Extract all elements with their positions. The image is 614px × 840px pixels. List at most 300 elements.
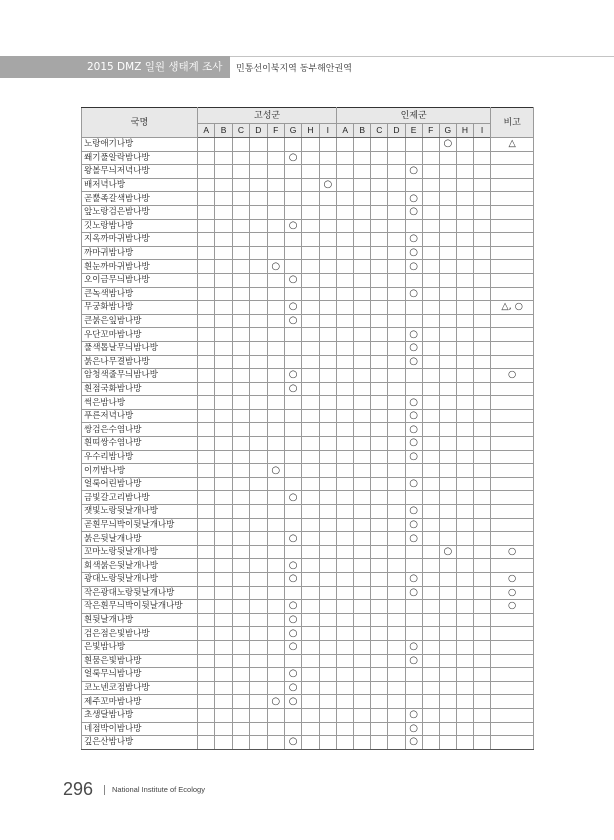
inje-site-g-cell (439, 341, 456, 355)
inje-site-i-cell (473, 246, 490, 260)
goseong-site-i-cell (319, 559, 336, 573)
inje-site-h-cell (456, 260, 473, 274)
inje-site-b-cell (354, 355, 371, 369)
species-name: 앞노랑검은밤나방 (82, 205, 198, 219)
goseong-site-h-cell (302, 505, 319, 519)
goseong-site-c-cell (232, 233, 249, 247)
inje-site-d-cell (388, 328, 405, 342)
inje-site-c-cell (371, 545, 388, 559)
inje-site-h-cell (456, 668, 473, 682)
goseong-site-g-cell: ○ (284, 736, 301, 750)
inje-site-i-cell (473, 600, 490, 614)
goseong-site-i-cell (319, 736, 336, 750)
remark-cell (491, 627, 534, 641)
remark-cell (491, 355, 534, 369)
inje-site-b-cell (354, 736, 371, 750)
inje-site-c-cell (371, 341, 388, 355)
goseong-site-i-cell (319, 246, 336, 260)
goseong-site-i-cell (319, 518, 336, 532)
inje-site-c-cell (371, 450, 388, 464)
goseong-site-a-cell (198, 369, 215, 383)
inje-site-e-cell: ○ (405, 233, 422, 247)
goseong-site-a-cell (198, 287, 215, 301)
goseong-site-d-cell (250, 314, 267, 328)
inje-site-e-cell: ○ (405, 518, 422, 532)
inje-site-b-cell (354, 559, 371, 573)
goseong-site-f-cell (267, 246, 284, 260)
inje-site-g-cell (439, 369, 456, 383)
inje-site-d-cell (388, 586, 405, 600)
inje-site-i-cell (473, 668, 490, 682)
inje-site-c-cell (371, 423, 388, 437)
section-title: 민통선이북지역 동부해안권역 (236, 64, 352, 74)
inje-site-a-cell (337, 532, 354, 546)
inje-site-b-cell (354, 382, 371, 396)
species-name: 무궁화밤나방 (82, 301, 198, 315)
goseong-site-a-cell (198, 600, 215, 614)
goseong-site-c-cell (232, 600, 249, 614)
remark-cell (491, 396, 534, 410)
goseong-site-b-cell (215, 708, 232, 722)
goseong-site-a-cell (198, 314, 215, 328)
goseong-site-d-cell (250, 260, 267, 274)
goseong-site-d-cell (250, 178, 267, 192)
inje-site-d-cell (388, 260, 405, 274)
inje-site-header-i: I (473, 124, 490, 138)
inje-site-g-cell (439, 477, 456, 491)
report-title: 2015 DMZ 일원 생태계 조사 (87, 61, 223, 73)
inje-site-a-cell (337, 518, 354, 532)
inje-site-header-a: A (337, 124, 354, 138)
goseong-site-h-cell (302, 138, 319, 152)
inje-site-a-cell (337, 382, 354, 396)
inje-site-d-cell (388, 450, 405, 464)
table-row (82, 450, 534, 464)
inje-site-e-cell: ○ (405, 708, 422, 722)
goseong-site-c-cell (232, 464, 249, 478)
goseong-site-i-cell (319, 328, 336, 342)
goseong-site-d-cell (250, 668, 267, 682)
goseong-site-f-cell (267, 233, 284, 247)
inje-site-f-cell (422, 341, 439, 355)
inje-site-f-cell (422, 559, 439, 573)
goseong-site-g-cell: ○ (284, 219, 301, 233)
goseong-site-i-cell (319, 695, 336, 709)
inje-site-f-cell (422, 205, 439, 219)
table-row (82, 464, 534, 478)
table-row (82, 273, 534, 287)
inje-site-b-cell (354, 423, 371, 437)
goseong-site-d-cell (250, 287, 267, 301)
goseong-site-f-cell (267, 314, 284, 328)
inje-site-e-cell (405, 219, 422, 233)
inje-site-d-cell (388, 722, 405, 736)
inje-site-a-cell (337, 559, 354, 573)
goseong-site-b-cell (215, 518, 232, 532)
inje-site-d-cell (388, 491, 405, 505)
inje-site-a-cell (337, 491, 354, 505)
inje-site-c-cell (371, 178, 388, 192)
table-row (82, 165, 534, 179)
inje-site-f-cell (422, 532, 439, 546)
inje-site-d-cell (388, 545, 405, 559)
inje-site-g-cell (439, 233, 456, 247)
inje-site-g-cell (439, 708, 456, 722)
goseong-site-h-cell (302, 627, 319, 641)
table-row (82, 586, 534, 600)
inje-site-c-cell (371, 518, 388, 532)
goseong-site-g-cell (284, 178, 301, 192)
goseong-site-c-cell (232, 178, 249, 192)
table-row (82, 355, 534, 369)
inje-site-d-cell (388, 409, 405, 423)
inje-site-i-cell (473, 640, 490, 654)
inje-site-f-cell (422, 138, 439, 152)
inje-site-c-cell (371, 165, 388, 179)
goseong-site-f-cell (267, 369, 284, 383)
inje-site-f-cell (422, 681, 439, 695)
goseong-site-g-cell (284, 138, 301, 152)
inje-site-c-cell (371, 491, 388, 505)
table-row (82, 219, 534, 233)
footer-divider (104, 785, 105, 795)
inje-site-c-cell (371, 505, 388, 519)
goseong-site-i-cell (319, 532, 336, 546)
table-row (82, 314, 534, 328)
inje-site-d-cell (388, 668, 405, 682)
inje-site-i-cell (473, 627, 490, 641)
inje-site-e-cell: ○ (405, 341, 422, 355)
inje-site-b-cell (354, 586, 371, 600)
species-occurrence-table (81, 107, 534, 750)
goseong-site-h-cell (302, 545, 319, 559)
inje-site-f-cell (422, 464, 439, 478)
species-name: 금빛갈고리밤나방 (82, 491, 198, 505)
goseong-site-f-cell (267, 301, 284, 315)
goseong-site-h-cell (302, 532, 319, 546)
inje-site-h-cell (456, 600, 473, 614)
inje-site-c-cell (371, 151, 388, 165)
inje-site-a-cell (337, 423, 354, 437)
goseong-site-b-cell (215, 545, 232, 559)
inje-site-h-cell (456, 138, 473, 152)
inje-site-d-cell (388, 627, 405, 641)
inje-site-f-cell (422, 586, 439, 600)
goseong-site-g-cell (284, 409, 301, 423)
table-row (82, 301, 534, 315)
inje-site-b-cell (354, 151, 371, 165)
goseong-site-c-cell (232, 301, 249, 315)
goseong-site-a-cell (198, 532, 215, 546)
remark-cell (491, 246, 534, 260)
inje-site-i-cell (473, 178, 490, 192)
goseong-site-f-cell (267, 178, 284, 192)
goseong-site-f-cell (267, 165, 284, 179)
inje-site-e-cell (405, 695, 422, 709)
inje-site-b-cell (354, 205, 371, 219)
inje-site-b-cell (354, 654, 371, 668)
inje-site-h-cell (456, 722, 473, 736)
table-row (82, 382, 534, 396)
inje-site-b-cell (354, 573, 371, 587)
inje-site-i-cell (473, 287, 490, 301)
inje-site-b-cell (354, 464, 371, 478)
remark-cell (491, 559, 534, 573)
goseong-site-d-cell (250, 192, 267, 206)
remark-cell (491, 613, 534, 627)
goseong-site-c-cell (232, 437, 249, 451)
inje-site-i-cell (473, 532, 490, 546)
goseong-site-h-cell (302, 192, 319, 206)
inje-site-g-cell (439, 192, 456, 206)
remark-cell (491, 464, 534, 478)
goseong-site-f-cell: ○ (267, 464, 284, 478)
remark-cell (491, 219, 534, 233)
goseong-site-c-cell (232, 355, 249, 369)
goseong-site-b-cell (215, 573, 232, 587)
inje-site-e-cell: ○ (405, 736, 422, 750)
goseong-site-d-cell (250, 219, 267, 233)
inje-site-h-cell (456, 437, 473, 451)
inje-site-d-cell (388, 138, 405, 152)
goseong-site-c-cell (232, 287, 249, 301)
inje-site-c-cell (371, 396, 388, 410)
inje-site-c-cell (371, 260, 388, 274)
goseong-site-g-cell: ○ (284, 681, 301, 695)
inje-site-f-cell (422, 192, 439, 206)
goseong-site-a-cell (198, 640, 215, 654)
goseong-site-c-cell (232, 681, 249, 695)
goseong-site-g-cell: ○ (284, 301, 301, 315)
goseong-site-c-cell (232, 736, 249, 750)
goseong-site-b-cell (215, 301, 232, 315)
goseong-site-f-cell (267, 477, 284, 491)
goseong-site-a-cell (198, 219, 215, 233)
inje-site-b-cell (354, 437, 371, 451)
inje-site-d-cell (388, 695, 405, 709)
inje-site-h-cell (456, 586, 473, 600)
goseong-site-a-cell (198, 681, 215, 695)
goseong-site-g-cell (284, 518, 301, 532)
table-row (82, 178, 534, 192)
goseong-site-i-cell (319, 681, 336, 695)
goseong-site-b-cell (215, 409, 232, 423)
inje-site-f-cell (422, 613, 439, 627)
remark-cell: ○ (491, 600, 534, 614)
inje-site-d-cell (388, 613, 405, 627)
inje-site-i-cell (473, 613, 490, 627)
species-name: 잿빛노랑뒷날개나방 (82, 505, 198, 519)
goseong-site-a-cell (198, 668, 215, 682)
species-name: 붉은나무결밤나방 (82, 355, 198, 369)
goseong-site-g-cell (284, 396, 301, 410)
goseong-site-f-cell (267, 708, 284, 722)
goseong-site-c-cell (232, 477, 249, 491)
inje-site-d-cell (388, 246, 405, 260)
species-name: 네점박이밤나방 (82, 722, 198, 736)
inje-site-b-cell (354, 627, 371, 641)
inje-site-h-cell (456, 695, 473, 709)
inje-site-a-cell (337, 627, 354, 641)
goseong-site-d-cell (250, 246, 267, 260)
table-row (82, 246, 534, 260)
species-name: 지옥까마귀밤나방 (82, 233, 198, 247)
goseong-site-d-cell (250, 151, 267, 165)
inje-site-i-cell (473, 382, 490, 396)
species-name: 흰눈까마귀밤나방 (82, 260, 198, 274)
inje-site-d-cell (388, 314, 405, 328)
inje-site-h-cell (456, 708, 473, 722)
goseong-site-f-cell (267, 613, 284, 627)
goseong-site-i-cell (319, 314, 336, 328)
inje-site-a-cell (337, 681, 354, 695)
goseong-site-f-cell (267, 518, 284, 532)
inje-site-e-cell: ○ (405, 654, 422, 668)
goseong-site-b-cell (215, 287, 232, 301)
inje-site-i-cell (473, 301, 490, 315)
goseong-site-f-cell (267, 192, 284, 206)
goseong-site-header-b: B (215, 124, 232, 138)
goseong-site-a-cell (198, 205, 215, 219)
goseong-site-header-f: F (267, 124, 284, 138)
inje-site-c-cell (371, 736, 388, 750)
inje-site-c-cell (371, 586, 388, 600)
remark-cell (491, 192, 534, 206)
goseong-site-a-cell (198, 138, 215, 152)
inje-site-d-cell (388, 205, 405, 219)
goseong-site-f-cell (267, 532, 284, 546)
inje-site-a-cell (337, 205, 354, 219)
inje-site-g-cell (439, 165, 456, 179)
goseong-site-a-cell (198, 654, 215, 668)
goseong-site-c-cell (232, 165, 249, 179)
goseong-site-f-cell (267, 287, 284, 301)
goseong-site-a-cell (198, 545, 215, 559)
goseong-site-d-cell (250, 477, 267, 491)
inje-site-a-cell (337, 505, 354, 519)
goseong-site-c-cell (232, 260, 249, 274)
goseong-site-f-cell (267, 423, 284, 437)
inje-site-d-cell (388, 573, 405, 587)
inje-site-a-cell (337, 668, 354, 682)
inje-site-g-cell (439, 586, 456, 600)
goseong-site-b-cell (215, 260, 232, 274)
goseong-site-c-cell (232, 722, 249, 736)
goseong-site-c-cell (232, 708, 249, 722)
goseong-site-a-cell (198, 165, 215, 179)
inje-site-d-cell (388, 233, 405, 247)
goseong-site-d-cell (250, 722, 267, 736)
inje-site-h-cell (456, 273, 473, 287)
inje-site-d-cell (388, 423, 405, 437)
inje-site-g-cell (439, 736, 456, 750)
inje-site-h-cell (456, 450, 473, 464)
header-rule (230, 56, 614, 57)
column-header-species-name: 국명 (82, 108, 198, 138)
goseong-site-b-cell (215, 681, 232, 695)
goseong-site-i-cell (319, 233, 336, 247)
goseong-site-a-cell (198, 409, 215, 423)
species-name: 흰뒷날개나방 (82, 613, 198, 627)
goseong-site-d-cell (250, 273, 267, 287)
remark-cell (491, 736, 534, 750)
inje-site-e-cell (405, 151, 422, 165)
goseong-site-c-cell (232, 505, 249, 519)
inje-site-b-cell (354, 165, 371, 179)
goseong-site-c-cell (232, 518, 249, 532)
inje-site-d-cell (388, 532, 405, 546)
goseong-site-g-cell: ○ (284, 314, 301, 328)
inje-site-a-cell (337, 654, 354, 668)
goseong-site-a-cell (198, 559, 215, 573)
inje-site-b-cell (354, 613, 371, 627)
inje-site-f-cell (422, 423, 439, 437)
inje-site-c-cell (371, 409, 388, 423)
inje-site-g-cell (439, 573, 456, 587)
goseong-site-g-cell: ○ (284, 151, 301, 165)
goseong-site-b-cell (215, 382, 232, 396)
inje-site-d-cell (388, 273, 405, 287)
goseong-site-b-cell (215, 464, 232, 478)
inje-site-g-cell (439, 355, 456, 369)
inje-site-b-cell (354, 246, 371, 260)
inje-site-g-cell (439, 301, 456, 315)
inje-site-f-cell (422, 314, 439, 328)
goseong-site-a-cell (198, 627, 215, 641)
inje-site-a-cell (337, 287, 354, 301)
goseong-site-c-cell (232, 138, 249, 152)
goseong-site-f-cell (267, 722, 284, 736)
goseong-site-h-cell (302, 260, 319, 274)
inje-site-c-cell (371, 708, 388, 722)
remark-cell (491, 505, 534, 519)
inje-site-i-cell (473, 396, 490, 410)
species-name: 작은광대노랑뒷날개나방 (82, 586, 198, 600)
goseong-site-c-cell (232, 423, 249, 437)
inje-site-i-cell (473, 314, 490, 328)
goseong-site-h-cell (302, 396, 319, 410)
inje-site-g-cell (439, 178, 456, 192)
goseong-site-g-cell: ○ (284, 369, 301, 383)
inje-site-i-cell (473, 328, 490, 342)
inje-site-header-f: F (422, 124, 439, 138)
inje-site-g-cell (439, 668, 456, 682)
inje-site-i-cell (473, 559, 490, 573)
goseong-site-g-cell (284, 328, 301, 342)
inje-site-e-cell: ○ (405, 437, 422, 451)
species-name: 얼룩어린밤나방 (82, 477, 198, 491)
remark-cell (491, 681, 534, 695)
remark-cell (491, 708, 534, 722)
goseong-site-d-cell (250, 640, 267, 654)
species-name: 초생달밤나방 (82, 708, 198, 722)
remark-cell (491, 437, 534, 451)
inje-site-e-cell (405, 627, 422, 641)
inje-site-f-cell (422, 627, 439, 641)
inje-site-g-cell (439, 437, 456, 451)
inje-site-a-cell (337, 573, 354, 587)
inje-site-b-cell (354, 178, 371, 192)
goseong-site-c-cell (232, 192, 249, 206)
goseong-site-h-cell (302, 205, 319, 219)
goseong-site-i-cell (319, 722, 336, 736)
goseong-site-h-cell (302, 640, 319, 654)
goseong-site-b-cell (215, 138, 232, 152)
inje-site-a-cell (337, 736, 354, 750)
goseong-site-d-cell (250, 138, 267, 152)
goseong-site-b-cell (215, 654, 232, 668)
table-row (82, 233, 534, 247)
